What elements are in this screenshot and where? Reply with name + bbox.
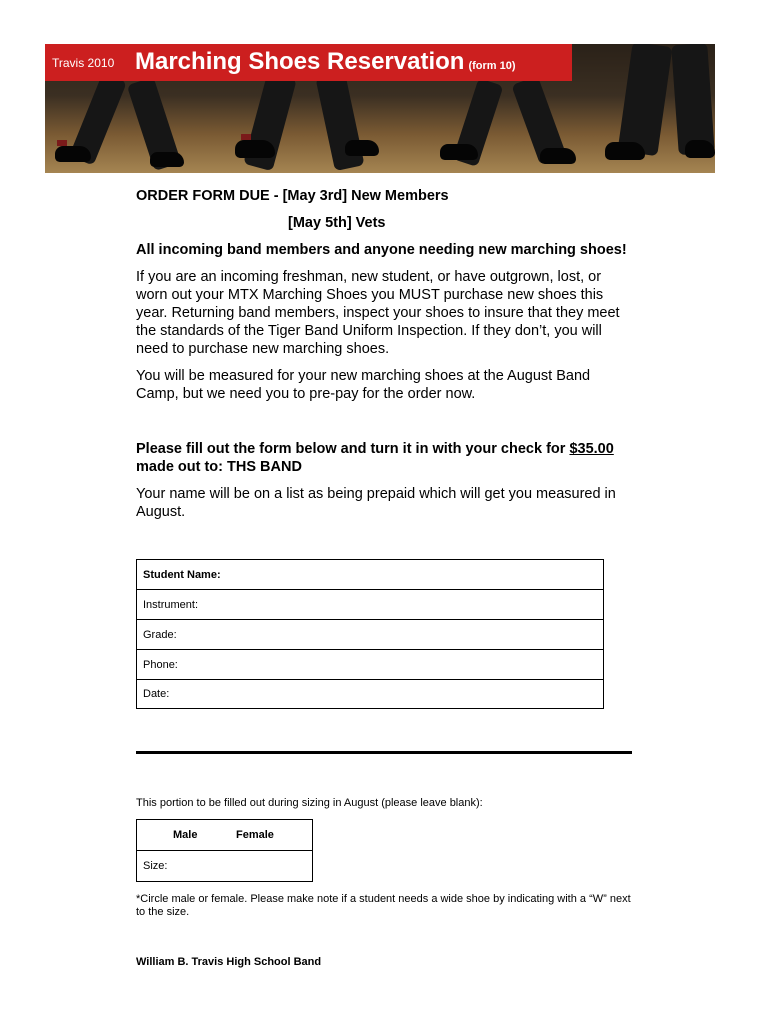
text-line: August. — [136, 504, 186, 520]
text-line: Camp, but we need you to pre-pay for the order now. — [136, 386, 476, 402]
field-phone[interactable]: Phone: — [137, 650, 603, 680]
text-line: the standards of the Tiger Band Uniform Inspection. If they don’t, you will — [136, 323, 602, 339]
female-option[interactable]: Female — [236, 829, 274, 841]
sizing-table — [136, 819, 313, 882]
field-instrument[interactable]: Instrument: — [137, 590, 603, 620]
text-line: You will be measured for your new marching shoes at the August Band — [136, 368, 591, 384]
text-line: If you are an incoming freshman, new student, or have outgrown, lost, or — [136, 269, 602, 285]
footer-school-name: William B. Travis High School Band — [136, 956, 322, 968]
text-line: year. Returning band members, inspect your shoes to insure that they meet — [136, 305, 620, 321]
student-form-table — [136, 559, 604, 709]
payee-line: made out to: THS BAND — [136, 459, 302, 475]
gender-row — [137, 820, 312, 851]
text-line: worn out your MTX Marching Shoes you MUST purchase new shoes this — [136, 287, 604, 303]
paragraph-3 — [136, 485, 616, 521]
due-line-2: [May 5th] Vets — [288, 215, 386, 231]
instructions: Please fill out the form below and turn it in with your check for $35.00 made out to: THS BAND — [136, 441, 614, 475]
text-line: need to purchase new marching shoes. — [136, 341, 390, 357]
price-amount: $35.00 — [569, 441, 614, 457]
text-line: to the size. — [136, 906, 190, 918]
paragraph-2 — [136, 367, 590, 403]
male-option[interactable]: Male — [173, 829, 198, 841]
field-student-name[interactable]: Student Name: — [137, 560, 603, 590]
paragraph-1 — [136, 268, 620, 358]
title-bar — [45, 44, 572, 81]
intro-heading: All incoming band members and anyone needing new marching shoes! — [136, 242, 627, 258]
page-title: Marching Shoes Reservation (form 10) — [135, 48, 516, 75]
form-number: (form 10) — [468, 60, 516, 72]
size-field[interactable]: Size: — [143, 860, 168, 872]
sizing-note: This portion to be filled out during sizing in August (please leave blank): — [136, 797, 483, 809]
year-label: Travis 2010 — [52, 56, 115, 70]
field-grade[interactable]: Grade: — [137, 620, 603, 650]
text-line: *Circle male or female. Please make note if a student needs a wide shoe by indicating with a “W” next — [136, 893, 631, 905]
divider-line — [136, 751, 632, 754]
header-banner — [45, 44, 715, 173]
footnote — [136, 893, 631, 919]
field-date[interactable]: Date: — [143, 688, 170, 700]
text-line: Your name will be on a list as being prepaid which will get you measured in — [136, 486, 616, 502]
due-line-1: ORDER FORM DUE - [May 3rd] New Members — [136, 188, 449, 204]
